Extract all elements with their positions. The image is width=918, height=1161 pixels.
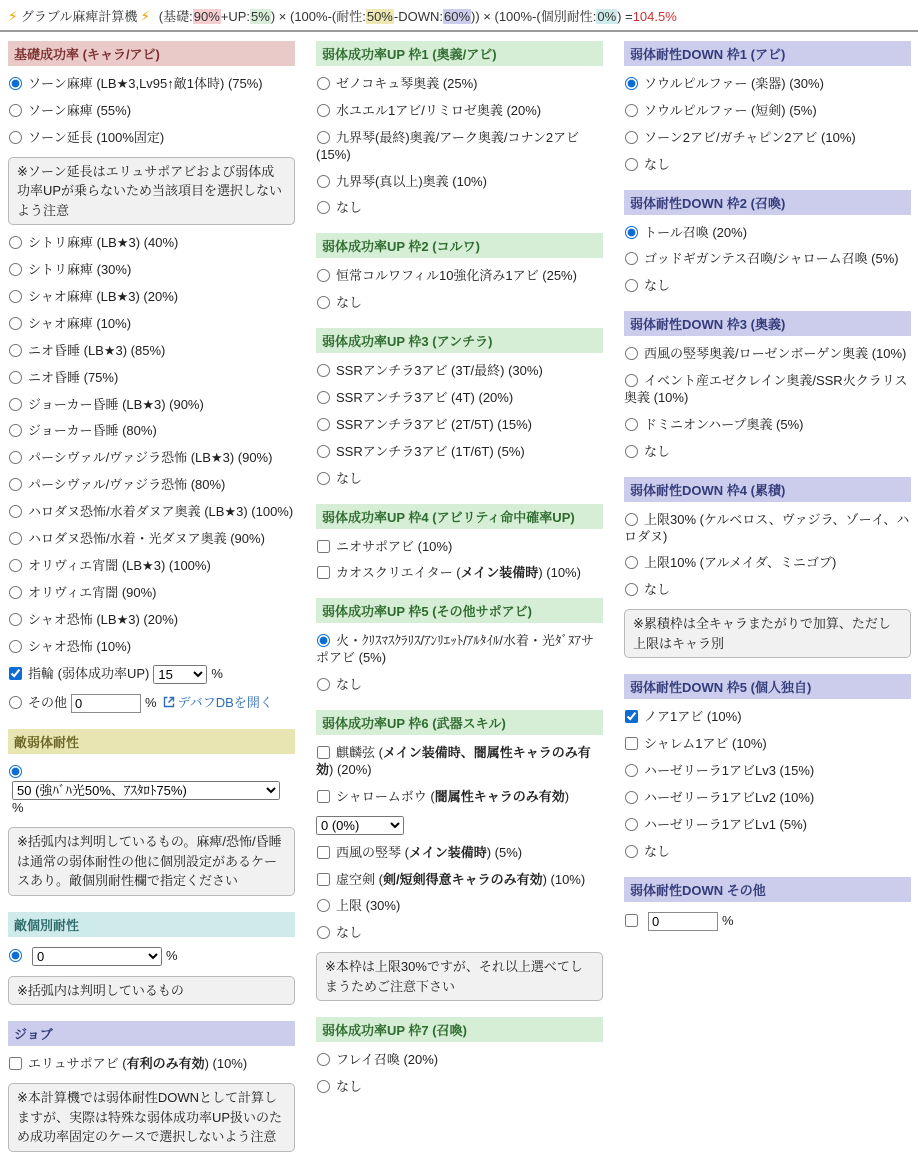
radio-option[interactable]: [8, 76, 295, 93]
option-label: 麒麟弦 (メイン装備時、闇属性キャラのみ有効) (20%): [316, 745, 591, 777]
radio-option[interactable]: [624, 76, 911, 93]
formula-result-value: 104.5%: [632, 9, 677, 24]
radio-option[interactable]: [316, 1052, 603, 1069]
formula-text: +UP:: [220, 9, 251, 24]
option-label: 九界琴(最終)奥義/アーク奥義/コナン2アビ (15%): [316, 129, 580, 162]
option-label: なし: [644, 843, 671, 859]
radio-input[interactable]: [9, 236, 22, 249]
option-label: ハロダヌ恐怖/水着ダヌア奥義 (LB★3) (100%): [28, 504, 294, 520]
radio-option[interactable]: [316, 295, 603, 312]
option-label: シトリ麻痺 (LB★3) (40%): [28, 235, 179, 251]
section-up5: [316, 598, 603, 694]
radio-option[interactable]: [316, 103, 603, 120]
radio-option[interactable]: [316, 174, 603, 191]
section-up1: [316, 41, 603, 217]
checkbox-input[interactable]: [317, 540, 330, 553]
radio-input[interactable]: [317, 175, 330, 188]
radio-option[interactable]: [316, 633, 603, 667]
section-down2: [624, 190, 911, 296]
radio-option[interactable]: [8, 235, 295, 252]
radio-option[interactable]: [8, 262, 295, 279]
option-label: なし: [336, 470, 363, 486]
option-label: ソーン麻痺 (LB★3,Lv95↑敵1体時) (75%): [28, 76, 263, 91]
checkbox-option[interactable]: [316, 539, 603, 556]
radio-input[interactable]: [625, 583, 638, 596]
radio-option[interactable]: [624, 225, 911, 242]
option-label: ドミニオンハープ奥義 (5%): [644, 416, 804, 432]
checkbox-option[interactable]: [8, 1056, 295, 1073]
formula-base-value: 90%: [193, 9, 220, 24]
option-label: ゴッドギガンテス召喚/シャローム召喚 (5%): [644, 251, 899, 267]
option-label: なし: [644, 156, 671, 172]
percent-label: %: [12, 800, 24, 816]
radio-input[interactable]: [9, 131, 22, 144]
formula-text: ) × (100%-(耐性:: [270, 9, 366, 24]
option-label: 上限 (30%): [336, 898, 401, 914]
option-label: 虚空剣 (剣/短剣得意キャラのみ有効) (10%): [336, 871, 586, 887]
section-enemy-individual-resist: [8, 912, 295, 1006]
formula-up-value: 5%: [251, 9, 270, 24]
radio-option[interactable]: [316, 1079, 603, 1096]
radio-input[interactable]: [317, 418, 330, 431]
checkbox-input[interactable]: [9, 667, 22, 680]
section-down-other: [624, 877, 911, 931]
section-down3: [624, 311, 911, 460]
checkbox-input[interactable]: [625, 710, 638, 723]
option-label: シャオ恐怖 (LB★3) (20%): [28, 611, 179, 627]
note-box: ※括弧内は判明しているもの。麻痺/恐怖/昏睡は通常の弱体耐性の他に個別設定があるケースあり。敵個別耐性欄で指定ください: [8, 827, 295, 896]
radio-option[interactable]: [624, 373, 911, 407]
percent-label: %: [211, 666, 223, 682]
radio-input[interactable]: [317, 201, 330, 214]
radio-input[interactable]: [625, 347, 638, 360]
radio-input[interactable]: [9, 290, 22, 303]
note-box: ※括弧内は判明しているもの: [8, 976, 295, 1006]
checkbox-option[interactable]: [624, 709, 911, 726]
radio-input[interactable]: [317, 634, 330, 647]
radio-input[interactable]: [625, 77, 638, 90]
radio-input[interactable]: [9, 104, 22, 117]
radio-option[interactable]: [624, 346, 911, 363]
dropdown[interactable]: [316, 816, 404, 835]
radio-option[interactable]: [316, 898, 603, 915]
checkbox-input[interactable]: [317, 873, 330, 886]
radio-input[interactable]: [625, 791, 638, 804]
radio-option[interactable]: [8, 130, 295, 147]
radio-option[interactable]: [316, 363, 603, 380]
section-header-up3: 弱体成功率UP 枠3 (アンチラ): [316, 328, 603, 353]
note-box: ※本計算機では弱体耐性DOWNとして計算しますが、実際は特殊な弱体成功率UP扱いのため成功率固定のケースで選択しないよう注意: [8, 1083, 295, 1152]
option-label: ソウルピルファー (楽器) (30%): [644, 76, 824, 91]
option-label: カオスクリエイター (メイン装備時) (10%): [336, 565, 581, 581]
radio-option[interactable]: [8, 947, 295, 966]
radio-input[interactable]: [317, 131, 330, 144]
radio-input[interactable]: [9, 696, 22, 709]
option-label: 火・ｸﾘｽﾏｽｸﾗﾘｽ/ｱﾝﾘｴｯﾄ/ｱﾙﾀｲﾙ/水着・光ﾀﾞﾇｱサポアビ (5%): [316, 633, 594, 666]
option-label: ソーン2アビ/ガチャピン2アビ (10%): [644, 129, 856, 145]
section-header-down-other: 弱体耐性DOWN その他: [624, 877, 911, 902]
option-label: ハーゼリーラ1アビLv1 (5%): [644, 816, 807, 832]
section-header-up5: 弱体成功率UP 枠5 (その他サポアビ): [316, 598, 603, 623]
option-label: ニオ昏睡 (LB★3) (85%): [28, 342, 166, 358]
formula-down-value: 60%: [443, 9, 471, 24]
radio-input[interactable]: [9, 949, 22, 962]
percent-label: %: [722, 912, 734, 928]
option-label: 恒常コルワフィル10強化済み1アビ (25%): [336, 268, 577, 284]
option-label: SSRアンチラ3アビ (4T) (20%): [336, 390, 514, 406]
option-label: 指輪 (弱体成功率UP): [28, 666, 150, 682]
radio-input[interactable]: [9, 344, 22, 357]
section-header-job: ジョブ: [8, 1021, 295, 1046]
checkbox-input[interactable]: [317, 566, 330, 579]
radio-option[interactable]: [624, 844, 911, 861]
formula-resist-value: 50%: [366, 9, 393, 24]
column-left: [8, 32, 295, 1161]
radio-option[interactable]: [8, 289, 295, 306]
option-label: オリヴィエ宵闇 (90%): [28, 584, 157, 600]
radio-input[interactable]: [9, 451, 22, 464]
option-label: SSRアンチラ3アビ (2T/5T) (15%): [336, 416, 532, 432]
option-label: エリュサポアビ (有利のみ有効) (10%): [28, 1056, 248, 1072]
radio-input[interactable]: [9, 77, 22, 90]
option-label: ゼノコキュ琴奥義 (25%): [336, 76, 478, 91]
option-label: ハロダヌ恐怖/水着・光ダヌア奥義 (90%): [28, 530, 265, 546]
radio-option[interactable]: [8, 504, 295, 521]
radio-input[interactable]: [317, 296, 330, 309]
formula-text: ) =: [617, 9, 633, 24]
column-right: [624, 32, 911, 941]
section-header-up1: 弱体成功率UP 枠1 (奥義/アビ): [316, 41, 603, 66]
section-header-base-success: 基礎成功率 (キャラ/アビ): [8, 41, 295, 66]
radio-input[interactable]: [625, 845, 638, 858]
text-input[interactable]: [648, 912, 718, 931]
option-label: なし: [336, 677, 363, 693]
radio-input[interactable]: [317, 472, 330, 485]
radio-option[interactable]: [8, 764, 295, 817]
option-label: パーシヴァル/ヴァジラ恐怖 (80%): [28, 477, 226, 493]
option-label: シャレム1アビ (10%): [644, 736, 767, 752]
radio-input[interactable]: [625, 513, 638, 526]
radio-option[interactable]: [624, 157, 911, 174]
radio-input[interactable]: [317, 926, 330, 939]
radio-input[interactable]: [317, 77, 330, 90]
section-down4: [624, 477, 911, 659]
radio-option[interactable]: [8, 103, 295, 120]
option-label: イベント産エゼクレイン奥義/SSR火クラリス奥義 (10%): [624, 373, 908, 406]
section-down1: [624, 41, 911, 174]
section-job: [8, 1021, 295, 1151]
section-enemy-debuff-resist: [8, 729, 295, 895]
formula-text: (基礎:: [158, 9, 193, 24]
checkbox-input[interactable]: [317, 846, 330, 859]
radio-input[interactable]: [9, 317, 22, 330]
radio-input[interactable]: [317, 391, 330, 404]
section-header-down3: 弱体耐性DOWN 枠3 (奥義): [624, 311, 911, 336]
radio-input[interactable]: [625, 556, 638, 569]
option-label: 九界琴(真以上)奥義 (10%): [336, 173, 487, 189]
radio-input[interactable]: [9, 424, 22, 437]
option-label: フレイ召喚 (20%): [336, 1052, 439, 1068]
section-down5: [624, 674, 911, 860]
option-label: シトリ麻痺 (30%): [28, 262, 132, 278]
section-header-up2: 弱体成功率UP 枠2 (コルワ): [316, 233, 603, 258]
option-label: パーシヴァル/ヴァジラ恐怖 (LB★3) (90%): [28, 450, 273, 466]
radio-input[interactable]: [317, 364, 330, 377]
section-header-down5: 弱体耐性DOWN 枠5 (個人独自): [624, 674, 911, 699]
option-label: オリヴィエ宵闇 (LB★3) (100%): [28, 557, 211, 573]
radio-option[interactable]: [316, 471, 603, 488]
checkbox-input[interactable]: [317, 746, 330, 759]
option-label: なし: [336, 295, 363, 311]
dropdown[interactable]: [32, 947, 162, 966]
section-up6: [316, 710, 603, 1001]
radio-input[interactable]: [625, 104, 638, 117]
header-bar: [0, 0, 918, 30]
option-label: なし: [644, 278, 671, 294]
radio-input[interactable]: [9, 505, 22, 518]
radio-option[interactable]: [8, 558, 295, 575]
dropdown[interactable]: [12, 781, 280, 800]
option-label: シャロームボウ (闇属性キャラのみ有効): [336, 788, 570, 804]
section-base-success: [8, 41, 295, 713]
option-label: なし: [644, 443, 671, 459]
option-label: 西風の竪琴奥義/ローゼンボーゲン奥義 (10%): [644, 346, 907, 362]
radio-option[interactable]: [624, 817, 911, 834]
checkbox-input[interactable]: [625, 737, 638, 750]
radio-option[interactable]: [316, 390, 603, 407]
radio-input[interactable]: [625, 418, 638, 431]
radio-option[interactable]: [624, 278, 911, 295]
checkbox-option[interactable]: [316, 789, 603, 806]
option-label: 上限10% (アルメイダ、ミニゴブ): [644, 555, 837, 571]
radio-input[interactable]: [9, 371, 22, 384]
column-middle: [316, 32, 603, 1106]
radio-input[interactable]: [625, 131, 638, 144]
option-label: その他: [28, 695, 68, 711]
checkbox-input[interactable]: [625, 914, 638, 927]
radio-option[interactable]: [8, 477, 295, 494]
section-header-enemy-debuff-resist: 敵弱体耐性: [8, 729, 295, 754]
checkbox-option[interactable]: [316, 845, 603, 862]
radio-option[interactable]: [624, 582, 911, 599]
radio-option[interactable]: [8, 370, 295, 387]
radio-option[interactable]: [8, 694, 295, 713]
radio-option[interactable]: [316, 200, 603, 217]
option-label: 水ユエル1アビ/リミロゼ奥義 (20%): [336, 102, 542, 118]
lightning-icon: ⚡: [8, 8, 18, 24]
note-box: ※本枠は上限30%ですが、それ以上選べてしまうためご注意下さい: [316, 952, 603, 1001]
radio-input[interactable]: [625, 445, 638, 458]
radio-option[interactable]: [316, 130, 603, 164]
checkbox-input[interactable]: [317, 790, 330, 803]
note-box: ※ソーン延長はエリュサポアビおよび弱体成功率UPが乗らないため当該項目を選択しないよう注意: [8, 157, 295, 226]
radio-option[interactable]: [8, 450, 295, 467]
option-label: SSRアンチラ3アビ (1T/6T) (5%): [336, 443, 525, 459]
radio-option[interactable]: [8, 585, 295, 602]
text-input[interactable]: [71, 694, 141, 713]
checkbox-option[interactable]: [624, 912, 911, 931]
checkbox-input[interactable]: [9, 1057, 22, 1070]
radio-input[interactable]: [317, 1053, 330, 1066]
option-label: トール召喚 (20%): [644, 224, 748, 240]
radio-input[interactable]: [9, 398, 22, 411]
lightning-icon: ⚡: [140, 8, 151, 24]
section-header-enemy-individual-resist: 敵個別耐性: [8, 912, 295, 937]
section-header-down1: 弱体耐性DOWN 枠1 (アビ): [624, 41, 911, 66]
option-label: ニオサポアビ (10%): [336, 538, 453, 554]
option-label: ソーン延長 (100%固定): [28, 129, 165, 145]
radio-input[interactable]: [625, 374, 638, 387]
option-label: なし: [336, 925, 363, 941]
radio-option[interactable]: [8, 612, 295, 629]
radio-option[interactable]: [8, 397, 295, 414]
radio-input[interactable]: [317, 678, 330, 691]
section-header-down4: 弱体耐性DOWN 枠4 (累積): [624, 477, 911, 502]
section-up3: [316, 328, 603, 487]
section-header-up6: 弱体成功率UP 枠6 (武器スキル): [316, 710, 603, 735]
radio-input[interactable]: [625, 818, 638, 831]
formula: [159, 9, 677, 24]
option-label: なし: [336, 200, 363, 216]
radio-input[interactable]: [317, 104, 330, 117]
radio-input[interactable]: [9, 765, 22, 778]
radio-input[interactable]: [9, 532, 22, 545]
radio-option[interactable]: [8, 531, 295, 548]
option-label: ジョーカー昏睡 (LB★3) (90%): [28, 396, 204, 412]
radio-input[interactable]: [9, 613, 22, 626]
radio-input[interactable]: [317, 269, 330, 282]
option-label: ハーゼリーラ1アビLv3 (15%): [644, 763, 815, 779]
radio-option[interactable]: [624, 763, 911, 780]
dropdown[interactable]: [153, 665, 207, 684]
percent-label: %: [166, 947, 178, 963]
radio-input[interactable]: [9, 640, 22, 653]
formula-text: )) × (100%-(個別耐性:: [471, 9, 597, 24]
columns-container: [0, 32, 918, 1161]
option-label: なし: [644, 582, 671, 598]
section-up4: [316, 504, 603, 583]
option-label: シャオ麻痺 (LB★3) (20%): [28, 288, 179, 304]
option-label: ニオ昏睡 (75%): [28, 369, 119, 385]
section-up2: [316, 233, 603, 312]
radio-input[interactable]: [9, 478, 22, 491]
radio-option[interactable]: [624, 555, 911, 572]
checkbox-option[interactable]: [8, 665, 295, 684]
radio-input[interactable]: [317, 445, 330, 458]
radio-option[interactable]: [8, 639, 295, 656]
radio-option[interactable]: [624, 512, 911, 546]
radio-input[interactable]: [9, 559, 22, 572]
section-header-up4: 弱体成功率UP 枠4 (アビリティ命中確率UP): [316, 504, 603, 529]
section-up7: [316, 1017, 603, 1096]
radio-input[interactable]: [317, 899, 330, 912]
radio-option[interactable]: [316, 677, 603, 694]
section-header-down2: 弱体耐性DOWN 枠2 (召喚): [624, 190, 911, 215]
radio-option[interactable]: [316, 444, 603, 461]
radio-option[interactable]: [8, 343, 295, 360]
radio-option[interactable]: [316, 417, 603, 434]
radio-option[interactable]: [624, 417, 911, 434]
radio-option[interactable]: [624, 251, 911, 268]
debuff-db-link[interactable]: デバフDBを開く: [177, 695, 273, 711]
radio-input[interactable]: [625, 252, 638, 265]
radio-input[interactable]: [625, 158, 638, 171]
option-label: SSRアンチラ3アビ (3T/最終) (30%): [336, 363, 543, 379]
radio-input[interactable]: [9, 263, 22, 276]
option-label: なし: [336, 1079, 363, 1095]
external-link-icon: [163, 696, 175, 711]
option-label: シャオ麻痺 (10%): [28, 315, 132, 331]
radio-option[interactable]: [624, 444, 911, 461]
radio-option[interactable]: [316, 268, 603, 285]
checkbox-option[interactable]: [316, 565, 603, 582]
note-box: ※累積枠は全キャラまたがりで加算、ただし上限はキャラ別: [624, 609, 911, 658]
option-label: 上限30% (ケルベロス、ヴァジラ、ゾーイ、ハロダヌ): [624, 511, 910, 544]
radio-input[interactable]: [625, 226, 638, 239]
percent-label: %: [145, 695, 157, 711]
radio-option[interactable]: [316, 925, 603, 942]
checkbox-option[interactable]: [316, 872, 603, 889]
checkbox-option[interactable]: [624, 736, 911, 753]
option-label: ソウルピルファー (短剣) (5%): [644, 102, 817, 118]
formula-individual-value: 0%: [597, 9, 617, 24]
page-title: グラブル麻痺計算機: [20, 9, 138, 24]
option-label: シャオ恐怖 (10%): [28, 638, 132, 654]
radio-input[interactable]: [9, 586, 22, 599]
checkbox-option[interactable]: [316, 745, 603, 779]
radio-input[interactable]: [317, 1080, 330, 1093]
section-header-up7: 弱体成功率UP 枠7 (召喚): [316, 1017, 603, 1042]
radio-option[interactable]: [624, 130, 911, 147]
option-label: ノア1アビ (10%): [644, 709, 742, 725]
radio-option[interactable]: [316, 76, 603, 93]
option-label: ソーン麻痺 (55%): [28, 102, 132, 118]
radio-option[interactable]: [8, 316, 295, 333]
radio-option[interactable]: [624, 103, 911, 120]
radio-option[interactable]: [8, 423, 295, 440]
option-label: ジョーカー昏睡 (80%): [28, 423, 157, 439]
option-label: 西風の竪琴 (メイン装備時) (5%): [336, 844, 523, 860]
radio-option[interactable]: [624, 790, 911, 807]
radio-input[interactable]: [625, 279, 638, 292]
formula-text: -DOWN:: [393, 9, 443, 24]
option-label: ハーゼリーラ1アビLv2 (10%): [644, 789, 815, 805]
radio-input[interactable]: [625, 764, 638, 777]
